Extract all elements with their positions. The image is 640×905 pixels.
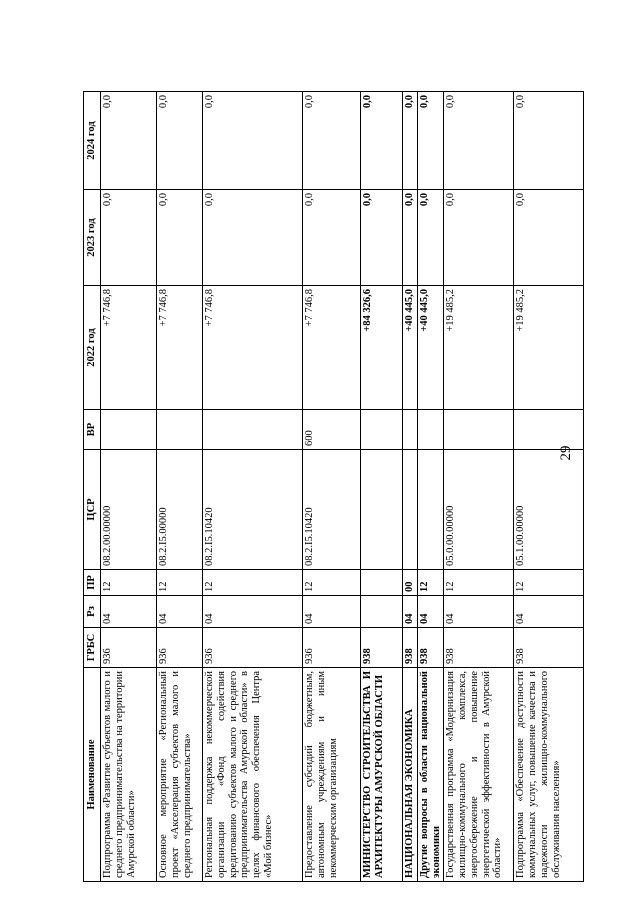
cell-y2024: 0,0 xyxy=(303,92,361,190)
cell-rz: 04 xyxy=(403,596,418,628)
table-row xyxy=(101,92,157,882)
cell-y2022: +19 485,2 xyxy=(444,286,514,410)
cell-csr xyxy=(361,450,403,570)
cell-y2023: 0,0 xyxy=(101,190,157,286)
cell-y2023: 0,0 xyxy=(203,190,303,286)
cell-grbs: 936 xyxy=(303,628,361,668)
cell-grbs: 938 xyxy=(361,628,403,668)
cell-vr xyxy=(514,410,584,450)
cell-pr xyxy=(361,570,403,596)
cell-y2022: +84 326,6 xyxy=(361,286,403,410)
table-row xyxy=(444,92,514,882)
cell-csr: 05.1.00.00000 xyxy=(514,450,584,570)
cell-rz: 04 xyxy=(514,596,584,628)
cell-y2022: +7 746,8 xyxy=(157,286,203,410)
cell-vr: 600 xyxy=(303,410,361,450)
cell-csr: 08.2.I5.00000 xyxy=(157,450,203,570)
cell-csr: 05.0.00.00000 xyxy=(444,450,514,570)
cell-rz: 04 xyxy=(303,596,361,628)
cell-y2023: 0,0 xyxy=(444,190,514,286)
column-header: 2024 год xyxy=(84,92,101,190)
cell-y2022: +19 485,2 xyxy=(514,286,584,410)
cell-pr: 12 xyxy=(417,570,444,596)
cell-rz: 04 xyxy=(101,596,157,628)
cell-name: Государственная программа «Модернизация жилищно-коммунального комплекса, энергосбережение и повышение энергетической эффективности в Амурской области» xyxy=(444,668,514,882)
table-row xyxy=(361,92,403,882)
page-number: 29 xyxy=(558,445,574,461)
budget-table xyxy=(83,91,584,882)
cell-vr xyxy=(203,410,303,450)
cell-y2024: 0,0 xyxy=(514,92,584,190)
table-row xyxy=(403,92,418,882)
cell-pr: 12 xyxy=(157,570,203,596)
cell-pr: 12 xyxy=(514,570,584,596)
cell-y2024: 0,0 xyxy=(417,92,444,190)
cell-vr xyxy=(403,410,418,450)
cell-name: Подпрограмма «Развитие субъектов малого и среднего предпринимательства на территории Амурской области» xyxy=(101,668,157,882)
cell-grbs: 936 xyxy=(157,628,203,668)
cell-csr xyxy=(403,450,418,570)
cell-grbs: 938 xyxy=(417,628,444,668)
cell-grbs: 938 xyxy=(403,628,418,668)
table-row xyxy=(514,92,584,882)
table-row xyxy=(417,92,444,882)
cell-name: Другие вопросы в области национальной экономики xyxy=(417,668,444,882)
table-body xyxy=(101,92,584,882)
table-header-row xyxy=(84,92,101,882)
cell-name: Основное мероприятие «Региональный проект «Акселерация субъектов малого и среднего предпринимательства» xyxy=(157,668,203,882)
cell-pr: 12 xyxy=(444,570,514,596)
cell-vr xyxy=(444,410,514,450)
cell-grbs: 936 xyxy=(203,628,303,668)
column-header: 2023 год xyxy=(84,190,101,286)
cell-csr: 08.2.I5.10420 xyxy=(203,450,303,570)
cell-csr: 08.2.I5.10420 xyxy=(303,450,361,570)
cell-name: Предоставление субсидий бюджетным, автономным учреждениям и иным некоммерческим организациям xyxy=(303,668,361,882)
cell-vr xyxy=(101,410,157,450)
cell-y2024: 0,0 xyxy=(444,92,514,190)
cell-rz: 04 xyxy=(417,596,444,628)
column-header: ВР xyxy=(84,410,101,450)
table-row xyxy=(303,92,361,882)
cell-y2022: +40 445,0 xyxy=(417,286,444,410)
cell-rz xyxy=(361,596,403,628)
cell-y2023: 0,0 xyxy=(361,190,403,286)
cell-y2023: 0,0 xyxy=(417,190,444,286)
cell-name: Региональная поддержка некоммерческой организации «Фонд содействия кредитованию субъектов малого и среднего предпринимательства Амурской области» в целях финансового обеспечения Центра «Мой бизнес» xyxy=(203,668,303,882)
cell-name: МИНИСТЕРСТВО СТРОИТЕЛЬСТВА И АРХИТЕКТУРЫ АМУРСКОЙ ОБЛАСТИ xyxy=(361,668,403,882)
cell-y2022: +7 746,8 xyxy=(303,286,361,410)
cell-pr: 12 xyxy=(303,570,361,596)
budget-table-container xyxy=(83,92,562,882)
column-header: Рз xyxy=(84,596,101,628)
cell-rz: 04 xyxy=(157,596,203,628)
table-row xyxy=(157,92,203,882)
cell-y2023: 0,0 xyxy=(157,190,203,286)
cell-csr: 08.2.00.00000 xyxy=(101,450,157,570)
column-header: ЦСР xyxy=(84,450,101,570)
cell-csr xyxy=(417,450,444,570)
cell-pr: 12 xyxy=(101,570,157,596)
cell-grbs: 938 xyxy=(514,628,584,668)
cell-y2024: 0,0 xyxy=(403,92,418,190)
cell-y2022: +40 445,0 xyxy=(403,286,418,410)
cell-vr xyxy=(361,410,403,450)
cell-y2022: +7 746,8 xyxy=(101,286,157,410)
cell-name: Подпрограмма «Обеспечение доступности коммунальных услуг, повышение качества и надежности жилищно-коммунального обслуживания населения» xyxy=(514,668,584,882)
cell-grbs: 936 xyxy=(101,628,157,668)
cell-grbs: 938 xyxy=(444,628,514,668)
cell-y2024: 0,0 xyxy=(157,92,203,190)
cell-pr: 00 xyxy=(403,570,418,596)
cell-y2022: +7 746,8 xyxy=(203,286,303,410)
cell-rz: 04 xyxy=(203,596,303,628)
cell-y2023: 0,0 xyxy=(514,190,584,286)
cell-y2024: 0,0 xyxy=(361,92,403,190)
cell-vr xyxy=(417,410,444,450)
column-header: ПР xyxy=(84,570,101,596)
cell-vr xyxy=(157,410,203,450)
cell-pr: 12 xyxy=(203,570,303,596)
column-header: Наименование xyxy=(84,668,101,882)
cell-y2023: 0,0 xyxy=(403,190,418,286)
cell-y2023: 0,0 xyxy=(303,190,361,286)
column-header: 2022 год xyxy=(84,286,101,410)
cell-name: НАЦИОНАЛЬНАЯ ЭКОНОМИКА xyxy=(403,668,418,882)
column-header: ГРБС xyxy=(84,628,101,668)
table-row xyxy=(203,92,303,882)
cell-y2024: 0,0 xyxy=(101,92,157,190)
cell-y2024: 0,0 xyxy=(203,92,303,190)
cell-rz: 04 xyxy=(444,596,514,628)
